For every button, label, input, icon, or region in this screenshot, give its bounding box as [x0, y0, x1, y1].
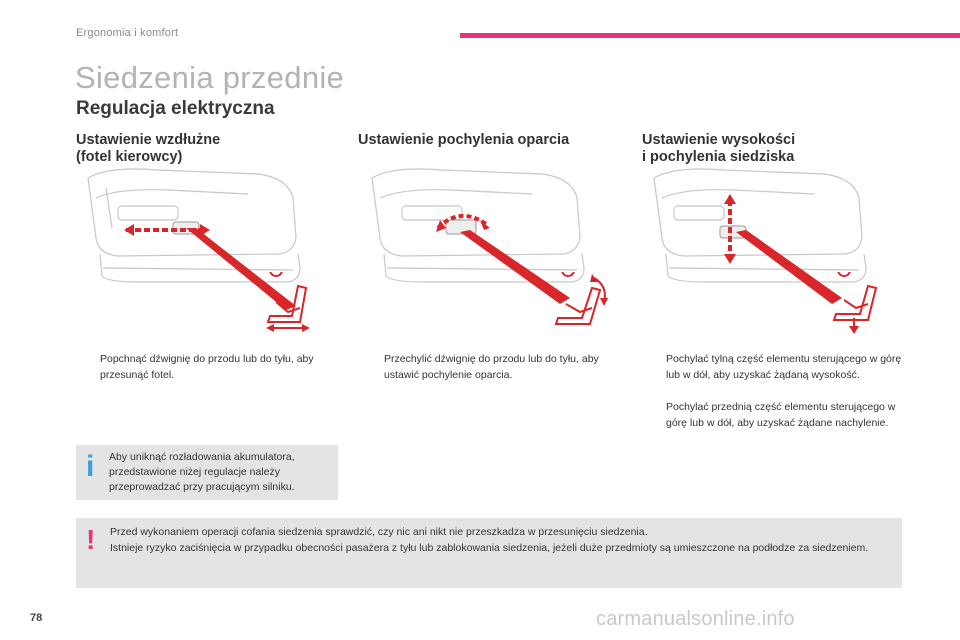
info-text: Aby uniknąć rozładowania akumulatora, przedstawione niżej regulacje należy przeprowadzać przy pracującym silniku.: [109, 451, 295, 493]
bullet-height-rear: Pochylać tylną część elementu sterującego w górę lub w dół, aby uzyskać żądaną wysokość.: [666, 353, 902, 381]
warning-box: [76, 518, 902, 588]
warning-text: Przed wykonaniem operacji cofania siedzenia sprawdzić, czy nic ani nikt nie przeszkadza w przesunięciu siedzenia. Istnieje ryzyko zaciśnięcia w przypadku obecności pasażera z tyłu lub zablokowania siedzenia, jeżeli duże przedmioty są umieszczone na podłodze za siedzeniem.: [110, 526, 869, 554]
watermark: carmanualsonline.info: [596, 608, 795, 630]
info-box: [76, 445, 338, 500]
seat-forward-back-icon: [262, 272, 314, 334]
header-accent-rule: [460, 33, 960, 38]
heading-height-tilt: Ustawienie wysokości i pochylenia siedziska: [642, 132, 796, 165]
heading-longitudinal: Ustawienie wzdłużne (fotel kierowcy): [76, 132, 221, 165]
bullet-height-front: Pochylać przednią część elementu sterującego w górę lub w dół, aby uzyskać żądane nachylenie.: [666, 401, 896, 429]
page-subtitle: Regulacja elektryczna: [76, 98, 275, 119]
bullet-longitudinal: Popchnąć dźwignię do przodu lub do tyłu, aby przesunąć fotel.: [100, 353, 314, 381]
section-label: Ergonomia i komfort: [76, 27, 179, 39]
page-title: Siedzenia przednie: [75, 60, 345, 95]
seat-height-icon: [830, 272, 886, 334]
heading-backrest: Ustawienie pochylenia oparcia: [358, 132, 570, 148]
page-number: 78: [30, 612, 43, 624]
info-icon: i: [86, 450, 95, 483]
bullet-backrest: Przechylić dźwignię do przodu lub do tyłu, aby ustawić pochylenie oparcia.: [384, 353, 599, 381]
seat-recline-icon: [552, 272, 612, 334]
warning-icon: !: [86, 524, 96, 555]
